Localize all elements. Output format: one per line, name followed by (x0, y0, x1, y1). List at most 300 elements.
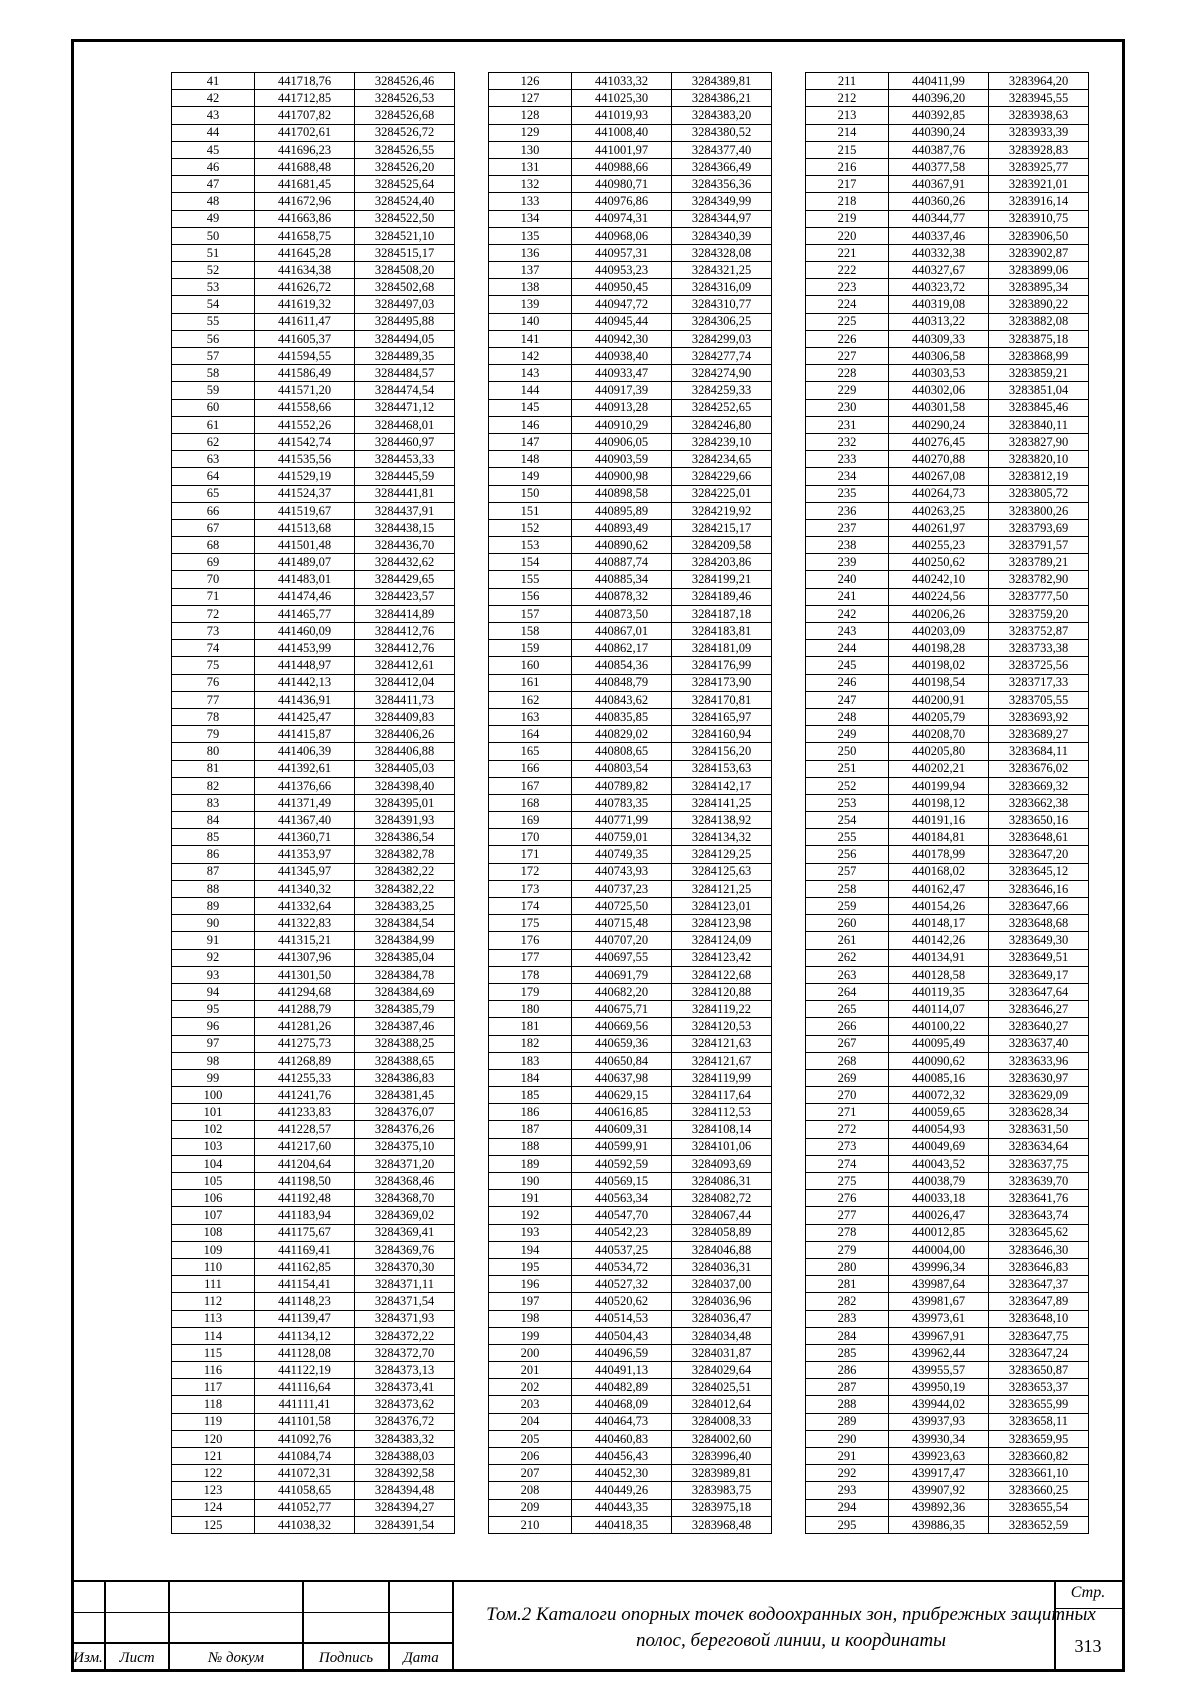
table-row (172, 1465, 455, 1482)
point-number-cell: 49 (172, 210, 255, 227)
point-number-cell: 47 (172, 176, 255, 193)
y-coordinate-cell: 3284525,64 (355, 176, 455, 193)
table-row (172, 107, 455, 124)
point-number-cell: 96 (172, 1018, 255, 1035)
table-row (489, 1258, 772, 1275)
x-coordinate-cell: 441128,08 (255, 1344, 355, 1361)
y-coordinate-cell: 3283649,17 (989, 966, 1089, 983)
table-row (172, 537, 455, 554)
y-coordinate-cell: 3284125,63 (672, 863, 772, 880)
label-doc-no: № докум (208, 1650, 264, 1666)
y-coordinate-cell: 3284368,70 (355, 1190, 455, 1207)
table-row (806, 623, 1089, 640)
table-row (806, 726, 1089, 743)
table-row (806, 1155, 1089, 1172)
x-coordinate-cell: 440301,58 (889, 399, 989, 416)
y-coordinate-cell: 3283868,99 (989, 348, 1089, 365)
x-coordinate-cell: 441436,91 (255, 691, 355, 708)
y-coordinate-cell: 3284436,70 (355, 537, 455, 554)
x-coordinate-cell: 441594,55 (255, 348, 355, 365)
x-coordinate-cell: 441465,77 (255, 605, 355, 622)
y-coordinate-cell: 3284121,25 (672, 880, 772, 897)
x-coordinate-cell: 440616,85 (572, 1104, 672, 1121)
point-number-cell: 168 (489, 794, 572, 811)
y-coordinate-cell: 3283655,99 (989, 1396, 1089, 1413)
point-number-cell: 245 (806, 657, 889, 674)
point-number-cell: 231 (806, 416, 889, 433)
x-coordinate-cell: 441353,97 (255, 846, 355, 863)
point-number-cell: 89 (172, 898, 255, 915)
y-coordinate-cell: 3284093,69 (672, 1155, 772, 1172)
x-coordinate-cell: 440592,59 (572, 1155, 672, 1172)
x-coordinate-cell: 440707,20 (572, 932, 672, 949)
table-row (806, 1379, 1089, 1396)
point-number-cell: 258 (806, 880, 889, 897)
table-row (806, 554, 1089, 571)
x-coordinate-cell: 440319,08 (889, 296, 989, 313)
title-block (71, 1580, 1125, 1672)
y-coordinate-cell: 3284328,08 (672, 244, 772, 261)
point-number-cell: 52 (172, 262, 255, 279)
y-coordinate-cell: 3284412,04 (355, 674, 455, 691)
table-row (489, 571, 772, 588)
table-row (806, 812, 1089, 829)
y-coordinate-cell: 3283647,66 (989, 898, 1089, 915)
y-coordinate-cell: 3284123,98 (672, 915, 772, 932)
table-row (489, 1482, 772, 1499)
table-row (489, 846, 772, 863)
y-coordinate-cell: 3284234,65 (672, 451, 772, 468)
point-number-cell: 289 (806, 1413, 889, 1430)
y-coordinate-cell: 3284388,65 (355, 1052, 455, 1069)
x-coordinate-cell: 439996,34 (889, 1258, 989, 1275)
table-row (172, 674, 455, 691)
x-coordinate-cell: 440302,06 (889, 382, 989, 399)
point-number-cell: 129 (489, 124, 572, 141)
x-coordinate-cell: 441255,33 (255, 1069, 355, 1086)
table-row (489, 330, 772, 347)
table-row (172, 966, 455, 983)
y-coordinate-cell: 3284391,54 (355, 1516, 455, 1533)
point-number-cell: 180 (489, 1001, 572, 1018)
point-number-cell: 189 (489, 1155, 572, 1172)
label-signature: Подпись (318, 1650, 374, 1666)
x-coordinate-cell: 440835,85 (572, 708, 672, 725)
table-row (172, 1018, 455, 1035)
table-row (806, 743, 1089, 760)
y-coordinate-cell: 3284306,25 (672, 313, 772, 330)
x-coordinate-cell: 440669,56 (572, 1018, 672, 1035)
y-coordinate-cell: 3283640,27 (989, 1018, 1089, 1035)
x-coordinate-cell: 440697,55 (572, 949, 672, 966)
y-coordinate-cell: 3284522,50 (355, 210, 455, 227)
point-number-cell: 137 (489, 262, 572, 279)
x-coordinate-cell: 440895,89 (572, 502, 672, 519)
x-coordinate-cell: 440313,22 (889, 313, 989, 330)
y-coordinate-cell: 3283647,89 (989, 1293, 1089, 1310)
table-row (489, 1465, 772, 1482)
table-row (806, 1362, 1089, 1379)
y-coordinate-cell: 3284121,63 (672, 1035, 772, 1052)
x-coordinate-cell: 440199,94 (889, 777, 989, 794)
x-coordinate-cell: 440942,30 (572, 330, 672, 347)
point-number-cell: 84 (172, 812, 255, 829)
table-row (489, 451, 772, 468)
x-coordinate-cell: 440012,85 (889, 1224, 989, 1241)
x-coordinate-cell: 441474,46 (255, 588, 355, 605)
y-coordinate-cell: 3284344,97 (672, 210, 772, 227)
y-coordinate-cell: 3284526,46 (355, 73, 455, 90)
x-coordinate-cell: 441139,47 (255, 1310, 355, 1327)
table-row (172, 915, 455, 932)
label-izm: Изм. (73, 1650, 103, 1666)
x-coordinate-cell: 441392,61 (255, 760, 355, 777)
table-row (172, 416, 455, 433)
table-row (489, 898, 772, 915)
table-row (806, 1001, 1089, 1018)
y-coordinate-cell: 3283733,38 (989, 640, 1089, 657)
x-coordinate-cell: 441360,71 (255, 829, 355, 846)
point-number-cell: 206 (489, 1448, 572, 1465)
table-row (806, 846, 1089, 863)
table-row (806, 863, 1089, 880)
y-coordinate-cell: 3283647,37 (989, 1276, 1089, 1293)
x-coordinate-cell: 440887,74 (572, 554, 672, 571)
point-number-cell: 226 (806, 330, 889, 347)
y-coordinate-cell: 3284376,07 (355, 1104, 455, 1121)
y-coordinate-cell: 3283840,11 (989, 416, 1089, 433)
y-coordinate-cell: 3284008,33 (672, 1413, 772, 1430)
table-row (806, 1430, 1089, 1447)
point-number-cell: 146 (489, 416, 572, 433)
point-number-cell: 253 (806, 794, 889, 811)
y-coordinate-cell: 3283899,06 (989, 262, 1089, 279)
table-row (489, 1035, 772, 1052)
x-coordinate-cell: 441501,48 (255, 537, 355, 554)
point-number-cell: 76 (172, 674, 255, 691)
point-number-cell: 63 (172, 451, 255, 468)
x-coordinate-cell: 441183,94 (255, 1207, 355, 1224)
point-number-cell: 54 (172, 296, 255, 313)
y-coordinate-cell: 3283645,62 (989, 1224, 1089, 1241)
x-coordinate-cell: 441542,74 (255, 433, 355, 450)
y-coordinate-cell: 3284176,99 (672, 657, 772, 674)
y-coordinate-cell: 3284484,57 (355, 365, 455, 382)
table-row (172, 812, 455, 829)
y-coordinate-cell: 3284153,63 (672, 760, 772, 777)
table-row (806, 1293, 1089, 1310)
x-coordinate-cell: 440988,66 (572, 158, 672, 175)
y-coordinate-cell: 3284012,64 (672, 1396, 772, 1413)
y-coordinate-cell: 3284037,00 (672, 1276, 772, 1293)
point-number-cell: 153 (489, 537, 572, 554)
x-coordinate-cell: 440128,58 (889, 966, 989, 983)
x-coordinate-cell: 441084,74 (255, 1448, 355, 1465)
point-number-cell: 140 (489, 313, 572, 330)
point-number-cell: 170 (489, 829, 572, 846)
y-coordinate-cell: 3283660,25 (989, 1482, 1089, 1499)
x-coordinate-cell: 440938,40 (572, 348, 672, 365)
y-coordinate-cell: 3283968,48 (672, 1516, 772, 1533)
y-coordinate-cell: 3284526,53 (355, 90, 455, 107)
table-row (489, 90, 772, 107)
table-row (806, 777, 1089, 794)
table-row (172, 743, 455, 760)
point-number-cell: 45 (172, 141, 255, 158)
point-number-cell: 94 (172, 983, 255, 1000)
x-coordinate-cell: 441619,32 (255, 296, 355, 313)
x-coordinate-cell: 440537,25 (572, 1241, 672, 1258)
point-number-cell: 42 (172, 90, 255, 107)
x-coordinate-cell: 439917,47 (889, 1465, 989, 1482)
table-row (806, 1448, 1089, 1465)
point-number-cell: 196 (489, 1276, 572, 1293)
table-row (806, 1224, 1089, 1241)
y-coordinate-cell: 3284387,46 (355, 1018, 455, 1035)
table-row (806, 210, 1089, 227)
x-coordinate-cell: 440637,98 (572, 1069, 672, 1086)
table-row (806, 1069, 1089, 1086)
table-row (489, 1190, 772, 1207)
y-coordinate-cell: 3284412,76 (355, 640, 455, 657)
x-coordinate-cell: 441658,75 (255, 227, 355, 244)
point-number-cell: 120 (172, 1430, 255, 1447)
y-coordinate-cell: 3284398,40 (355, 777, 455, 794)
table-row (806, 1327, 1089, 1344)
point-number-cell: 288 (806, 1396, 889, 1413)
x-coordinate-cell: 441513,68 (255, 519, 355, 536)
x-coordinate-cell: 440980,71 (572, 176, 672, 193)
y-coordinate-cell: 3284119,22 (672, 1001, 772, 1018)
x-coordinate-cell: 440569,15 (572, 1173, 672, 1190)
point-number-cell: 142 (489, 348, 572, 365)
y-coordinate-cell: 3284453,33 (355, 451, 455, 468)
y-coordinate-cell: 3283646,83 (989, 1258, 1089, 1275)
x-coordinate-cell: 439987,64 (889, 1276, 989, 1293)
y-coordinate-cell: 3284502,68 (355, 279, 455, 296)
table-row (489, 1173, 772, 1190)
table-row (806, 279, 1089, 296)
table-row (172, 124, 455, 141)
table-row (489, 863, 772, 880)
x-coordinate-cell: 440737,23 (572, 880, 672, 897)
y-coordinate-cell: 3283820,10 (989, 451, 1089, 468)
x-coordinate-cell: 441519,67 (255, 502, 355, 519)
x-coordinate-cell: 439937,93 (889, 1413, 989, 1430)
y-coordinate-cell: 3284521,10 (355, 227, 455, 244)
x-coordinate-cell: 440520,62 (572, 1293, 672, 1310)
point-number-cell: 123 (172, 1482, 255, 1499)
x-coordinate-cell: 441038,32 (255, 1516, 355, 1533)
y-coordinate-cell: 3284376,26 (355, 1121, 455, 1138)
x-coordinate-cell: 440783,35 (572, 794, 672, 811)
table-row (172, 1104, 455, 1121)
x-coordinate-cell: 440242,10 (889, 571, 989, 588)
table-row (806, 708, 1089, 725)
x-coordinate-cell: 440224,56 (889, 588, 989, 605)
table-row (489, 605, 772, 622)
x-coordinate-cell: 441169,41 (255, 1241, 355, 1258)
x-coordinate-cell: 440976,86 (572, 193, 672, 210)
x-coordinate-cell: 440377,58 (889, 158, 989, 175)
table-row (806, 829, 1089, 846)
table-row (806, 330, 1089, 347)
y-coordinate-cell: 3284382,22 (355, 880, 455, 897)
x-coordinate-cell: 440957,31 (572, 244, 672, 261)
title-block-top-line (71, 1580, 1125, 1582)
x-coordinate-cell: 440198,28 (889, 640, 989, 657)
table-row (489, 657, 772, 674)
table-row (172, 1344, 455, 1361)
x-coordinate-cell: 441645,28 (255, 244, 355, 261)
y-coordinate-cell: 3284252,65 (672, 399, 772, 416)
table-row (489, 623, 772, 640)
y-coordinate-cell: 3284082,72 (672, 1190, 772, 1207)
table-row (172, 1241, 455, 1258)
table-row (806, 1087, 1089, 1104)
table-row (172, 794, 455, 811)
point-number-cell: 283 (806, 1310, 889, 1327)
y-coordinate-cell: 3283655,54 (989, 1499, 1089, 1516)
table-row (172, 348, 455, 365)
point-number-cell: 240 (806, 571, 889, 588)
point-number-cell: 190 (489, 1173, 572, 1190)
table-row (489, 1396, 772, 1413)
table-row (172, 279, 455, 296)
point-number-cell: 237 (806, 519, 889, 536)
point-number-cell: 238 (806, 537, 889, 554)
x-coordinate-cell: 441712,85 (255, 90, 355, 107)
table-row (806, 1207, 1089, 1224)
table-row (806, 1276, 1089, 1293)
y-coordinate-cell: 3284036,47 (672, 1310, 772, 1327)
x-coordinate-cell: 440464,73 (572, 1413, 672, 1430)
x-coordinate-cell: 441072,31 (255, 1465, 355, 1482)
table-row (489, 1207, 772, 1224)
table-row (489, 244, 772, 261)
point-number-cell: 51 (172, 244, 255, 261)
page-number: 313 (1074, 1636, 1102, 1656)
y-coordinate-cell: 3284388,25 (355, 1035, 455, 1052)
table-row (489, 640, 772, 657)
table-row (172, 1138, 455, 1155)
table-row (806, 1344, 1089, 1361)
x-coordinate-cell: 440198,12 (889, 794, 989, 811)
point-number-cell: 221 (806, 244, 889, 261)
x-coordinate-cell: 440460,83 (572, 1430, 672, 1447)
point-number-cell: 148 (489, 451, 572, 468)
table-row (172, 1293, 455, 1310)
y-coordinate-cell: 3284371,11 (355, 1276, 455, 1293)
point-number-cell: 72 (172, 605, 255, 622)
x-coordinate-cell: 440198,54 (889, 674, 989, 691)
table-row (489, 949, 772, 966)
x-coordinate-cell: 440168,02 (889, 863, 989, 880)
table-row (489, 1052, 772, 1069)
x-coordinate-cell: 441460,09 (255, 623, 355, 640)
point-number-cell: 130 (489, 141, 572, 158)
table-row (489, 433, 772, 450)
y-coordinate-cell: 3284429,65 (355, 571, 455, 588)
page-label: Стр. (1070, 1584, 1106, 1601)
point-number-cell: 191 (489, 1190, 572, 1207)
table-row (489, 348, 772, 365)
point-number-cell: 277 (806, 1207, 889, 1224)
y-coordinate-cell: 3284437,91 (355, 502, 455, 519)
point-number-cell: 100 (172, 1087, 255, 1104)
x-coordinate-cell: 440862,17 (572, 640, 672, 657)
point-number-cell: 210 (489, 1516, 572, 1533)
y-coordinate-cell: 3284119,99 (672, 1069, 772, 1086)
y-coordinate-cell: 3283989,81 (672, 1465, 772, 1482)
y-coordinate-cell: 3284036,96 (672, 1293, 772, 1310)
point-number-cell: 93 (172, 966, 255, 983)
point-number-cell: 179 (489, 983, 572, 1000)
table-row (806, 313, 1089, 330)
point-number-cell: 227 (806, 348, 889, 365)
x-coordinate-cell: 440691,79 (572, 966, 672, 983)
y-coordinate-cell: 3284215,17 (672, 519, 772, 536)
x-coordinate-cell: 440903,59 (572, 451, 672, 468)
point-number-cell: 126 (489, 73, 572, 90)
y-coordinate-cell: 3283647,24 (989, 1344, 1089, 1361)
y-coordinate-cell: 3283647,64 (989, 983, 1089, 1000)
table-row (172, 1310, 455, 1327)
x-coordinate-cell: 441288,79 (255, 1001, 355, 1018)
y-coordinate-cell: 3284058,89 (672, 1224, 772, 1241)
point-number-cell: 46 (172, 158, 255, 175)
x-coordinate-cell: 441626,72 (255, 279, 355, 296)
x-coordinate-cell: 441101,58 (255, 1413, 355, 1430)
y-coordinate-cell: 3284386,83 (355, 1069, 455, 1086)
y-coordinate-cell: 3284441,81 (355, 485, 455, 502)
point-number-cell: 233 (806, 451, 889, 468)
point-number-cell: 139 (489, 296, 572, 313)
point-number-cell: 270 (806, 1087, 889, 1104)
y-coordinate-cell: 3284120,53 (672, 1018, 772, 1035)
y-coordinate-cell: 3283646,30 (989, 1241, 1089, 1258)
label-date: Дата (403, 1650, 439, 1666)
table-row (172, 777, 455, 794)
x-coordinate-cell: 441162,85 (255, 1258, 355, 1275)
x-coordinate-cell: 440878,32 (572, 588, 672, 605)
table-row (489, 141, 772, 158)
y-coordinate-cell: 3284372,22 (355, 1327, 455, 1344)
table-row (806, 73, 1089, 90)
table-row (806, 1258, 1089, 1275)
y-coordinate-cell: 3284489,35 (355, 348, 455, 365)
x-coordinate-cell: 440114,07 (889, 1001, 989, 1018)
y-coordinate-cell: 3283630,97 (989, 1069, 1089, 1086)
y-coordinate-cell: 3284369,41 (355, 1224, 455, 1241)
point-number-cell: 59 (172, 382, 255, 399)
x-coordinate-cell: 441558,66 (255, 399, 355, 416)
y-coordinate-cell: 3284382,22 (355, 863, 455, 880)
y-coordinate-cell: 3284203,86 (672, 554, 772, 571)
point-number-cell: 88 (172, 880, 255, 897)
point-number-cell: 44 (172, 124, 255, 141)
x-coordinate-cell: 440208,70 (889, 726, 989, 743)
x-coordinate-cell: 441605,37 (255, 330, 355, 347)
x-coordinate-cell: 441367,40 (255, 812, 355, 829)
y-coordinate-cell: 3284412,76 (355, 623, 455, 640)
point-number-cell: 55 (172, 313, 255, 330)
table-row (806, 1104, 1089, 1121)
table-row (172, 1052, 455, 1069)
table-row (489, 1241, 772, 1258)
table-row (172, 90, 455, 107)
y-coordinate-cell: 3284371,54 (355, 1293, 455, 1310)
